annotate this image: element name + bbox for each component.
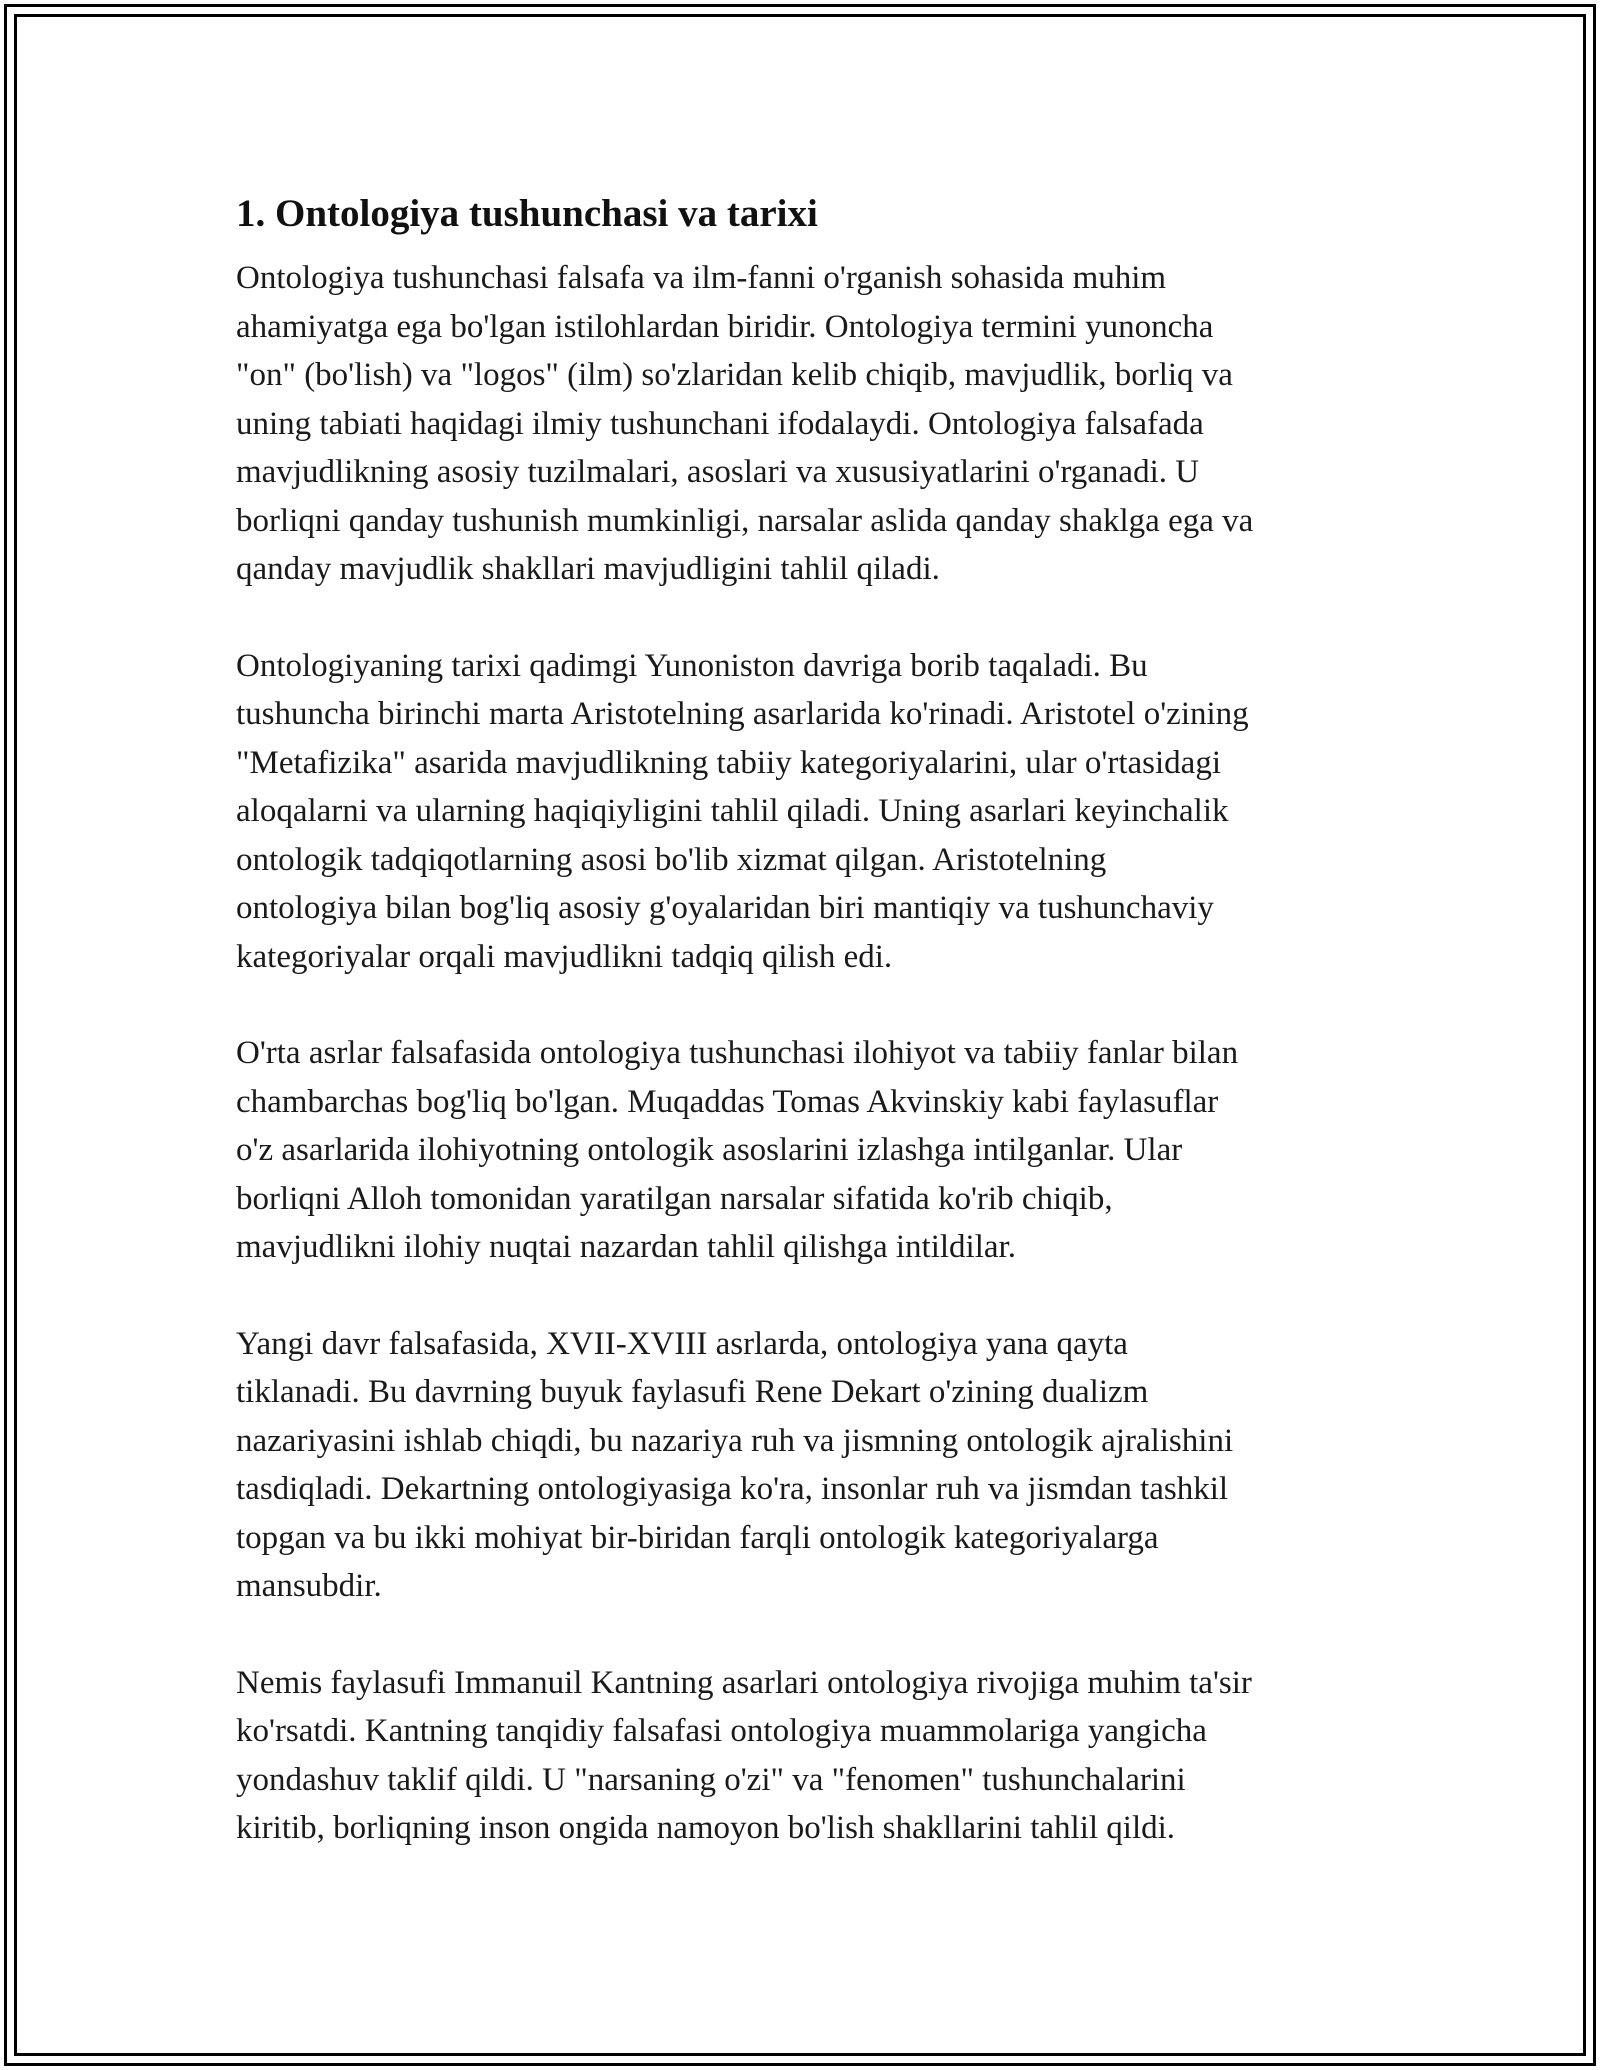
paragraph-line: Nemis faylasufi Immanuil Kantning asarlari ontologiya rivojiga muhim ta'sir [236,1664,1252,1701]
paragraph-line: kiritib, borliqning inson ongida namoyon bo'lish shakllarini tahlil qildi. [236,1810,1176,1846]
paragraph-2 [236,642,1376,982]
paragraph-line: uning tabiati haqidagi ilmiy tushunchani ifodalaydi. Ontologiya falsafada [236,405,1204,442]
paragraph-line: borliqni Alloh tomonidan yaratilgan narsalar sifatida ko'rib chiqib, [236,1180,1113,1217]
paragraph-line: borliqni qanday tushunish mumkinligi, narsalar aslida qanday shaklga ega va [236,502,1254,539]
paragraph-line: mansubdir. [236,1568,382,1604]
section-heading: 1. Ontologiya tushunchasi va tarixi [236,192,818,235]
paragraph-3 [236,1029,1376,1272]
paragraph-line: topgan va bu ikki mohiyat bir-biridan farqli ontologik kategoriyalarga [236,1519,1159,1556]
paragraph-line: kategoriyalar orqali mavjudlikni tadqiq qilish edi. [236,938,893,975]
paragraph-line: ahamiyatga ega bo'lgan istilohlardan biridir. Ontologiya termini yunoncha [236,308,1214,345]
paragraph-line: ontologik tadqiqotlarning asosi bo'lib xizmat qilgan. Aristotelning [236,841,1107,878]
paragraph-line: chambarchas bog'liq bo'lgan. Muqaddas Tomas Akvinskiy kabi faylasuflar [236,1083,1219,1120]
paragraph-line: Yangi davr falsafasida, XVII-XVIII asrlarda, ontologiya yana qayta [236,1325,1128,1362]
paragraph-line: ko'rsatdi. Kantning tanqidiy falsafasi ontologiya muammolariga yangicha [236,1713,1207,1749]
paragraph-line: o'z asarlarida ilohiyotning ontologik asoslarini izlashga intilganlar. Ular [236,1132,1183,1168]
paragraph-line: tushuncha birinchi marta Aristotelning asarlarida ko'rinadi. Aristotel o'zining [236,696,1249,732]
paragraph-line: Ontologiyaning tarixi qadimgi Yunoniston davriga borib taqaladi. Bu [236,647,1148,684]
paragraph-line: yondashuv taklif qildi. U "narsaning o'zi" va "fenomen" tushunchalarini [236,1761,1186,1798]
paragraph-4 [236,1320,1376,1611]
paragraph-line: aloqalarni va ularning haqiqiyligini tahlil qiladi. Uning asarlari keyinchalik [236,793,1229,829]
paragraph-line: nazariyasini ishlab chiqdi, bu nazariya ruh va jismning ontologik ajralishini [236,1422,1234,1459]
document-body [236,186,1376,1901]
paragraph-line: "on" (bo'lish) va "logos" (ilm) so'zlaridan kelib chiqib, mavjudlik, borliq va [236,357,1233,393]
paragraph-1 [236,254,1376,594]
paragraph-line: qanday mavjudlik shakllari mavjudligini tahlil qiladi. [236,551,940,587]
paragraph-line: tasdiqladi. Dekartning ontologiyasiga ko'ra, insonlar ruh va jismdan tashkil [236,1471,1229,1507]
paragraph-line: ontologiya bilan bog'liq asosiy g'oyalaridan biri mantiqiy va tushunchaviy [236,890,1214,926]
paragraph-line: tiklanadi. Bu davrning buyuk faylasufi Rene Dekart o'zining dualizm [236,1374,1149,1410]
paragraph-line: mavjudlikni ilohiy nuqtai nazardan tahlil qilishga intildilar. [236,1229,1016,1265]
paragraph-line: "Metafizika" asarida mavjudlikning tabiiy kategoriyalarini, ular o'rtasidagi [236,744,1221,781]
paragraph-5 [236,1659,1376,1853]
paragraph-line: mavjudlikning asosiy tuzilmalari, asoslari va xususiyatlarini o'rganadi. U [236,454,1200,490]
paragraph-line: O'rta asrlar falsafasida ontologiya tushunchasi ilohiyot va tabiiy fanlar bilan [236,1035,1239,1071]
paragraph-line: Ontologiya tushunchasi falsafa va ilm-fanni o'rganish sohasida muhim [236,260,1167,296]
